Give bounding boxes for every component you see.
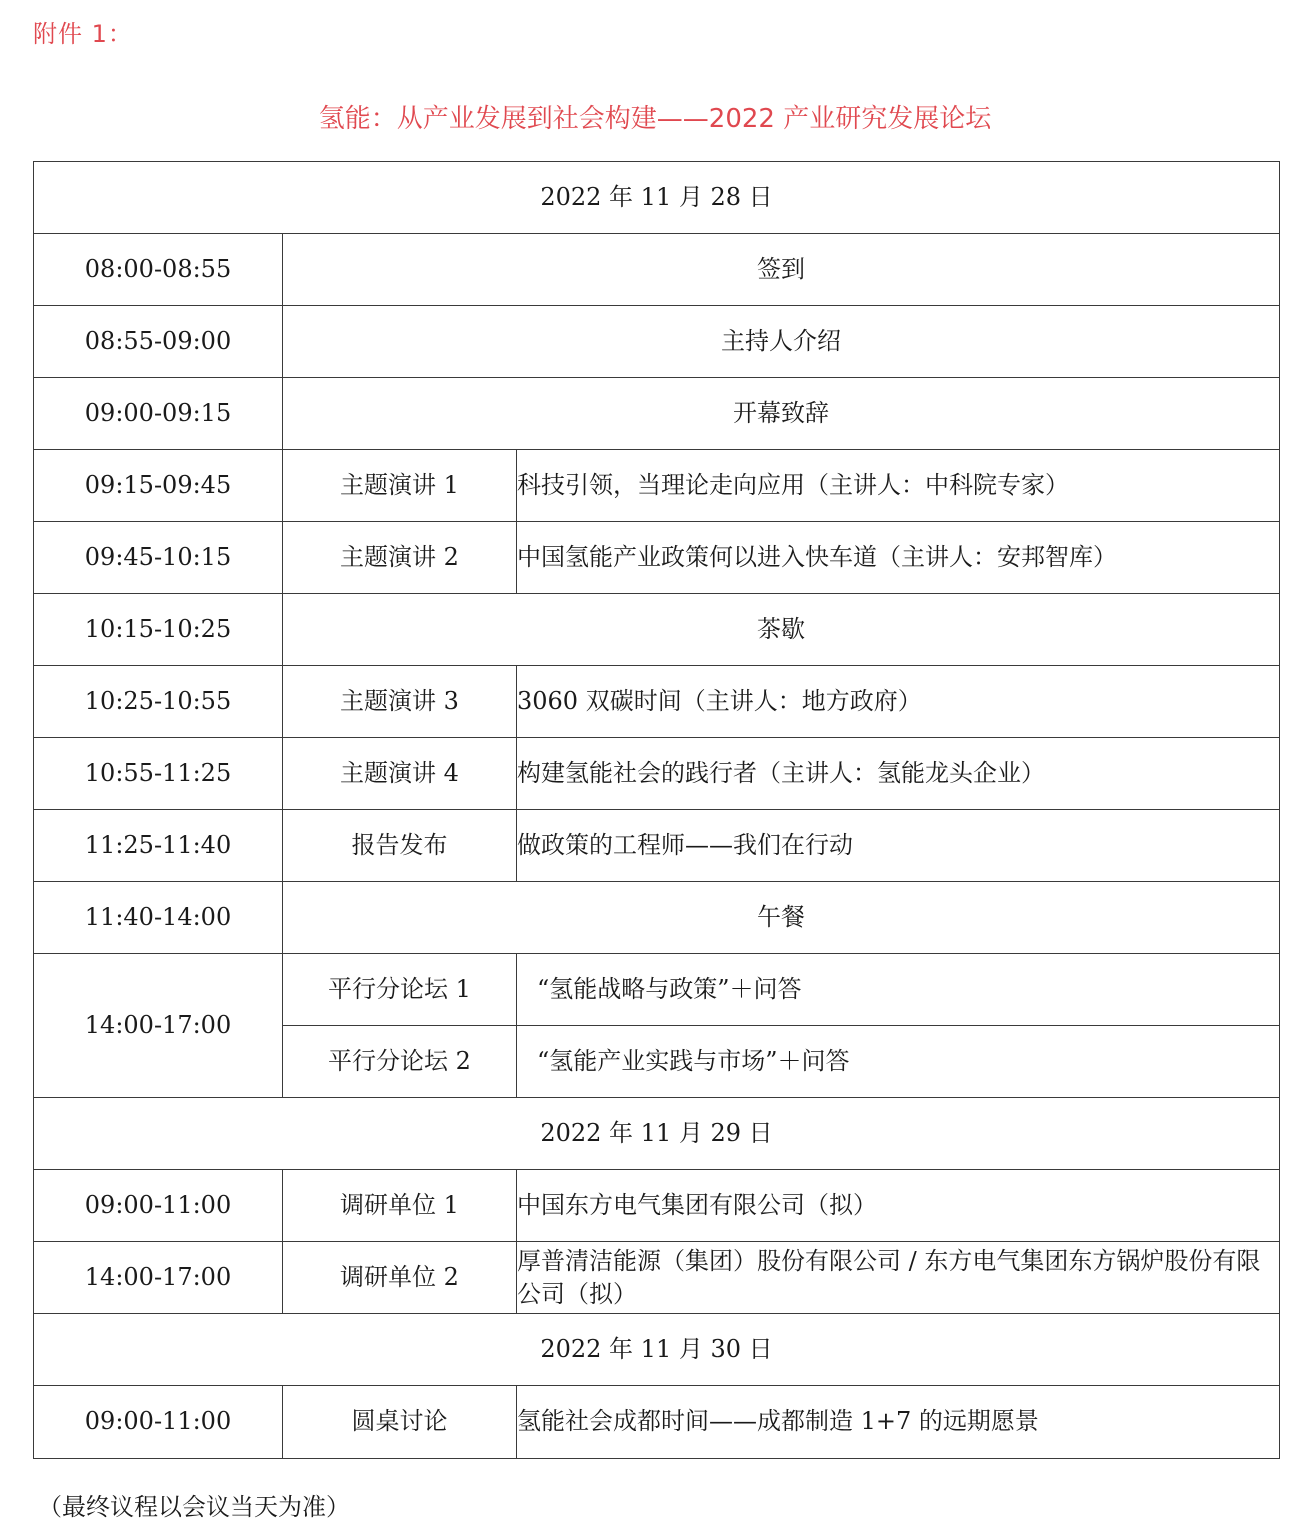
table-row	[34, 450, 1280, 522]
time-cell: 09:15-09:45	[34, 450, 283, 522]
session-content-cell: 构建氢能社会的践行者（主讲人：氢能龙头企业）	[517, 738, 1280, 810]
agenda-table	[33, 161, 1280, 1459]
event-cell: 茶歇	[283, 594, 1280, 666]
session-content-cell: 中国氢能产业政策何以进入快车道（主讲人：安邦智库）	[517, 522, 1280, 594]
session-content-cell: 中国东方电气集团有限公司（拟）	[517, 1170, 1280, 1242]
session-type-cell: 调研单位 1	[283, 1170, 517, 1242]
time-cell: 09:45-10:15	[34, 522, 283, 594]
time-cell: 14:00-17:00	[34, 1242, 283, 1314]
session-type-cell: 主题演讲 2	[283, 522, 517, 594]
day-header-row	[34, 1098, 1280, 1170]
session-type-cell: 平行分论坛 2	[283, 1026, 517, 1098]
table-row	[34, 954, 1280, 1026]
day-date: 2022 年 11 月 29 日	[34, 1098, 1280, 1170]
table-row	[34, 666, 1280, 738]
day-date: 2022 年 11 月 28 日	[34, 162, 1280, 234]
session-content-cell: “氢能战略与政策”＋问答	[517, 954, 1280, 1026]
attachment-label: 附件 1：	[33, 20, 133, 48]
document-title: 氢能：从产业发展到社会构建——2022 产业研究发展论坛	[318, 104, 992, 134]
time-cell: 10:15-10:25	[34, 594, 283, 666]
session-type-cell: 主题演讲 3	[283, 666, 517, 738]
event-cell: 开幕致辞	[283, 378, 1280, 450]
table-row	[34, 1386, 1280, 1459]
time-cell: 09:00-11:00	[34, 1170, 283, 1242]
time-cell: 10:55-11:25	[34, 738, 283, 810]
day-date: 2022 年 11 月 30 日	[34, 1314, 1280, 1386]
table-row	[34, 810, 1280, 882]
footnote: （最终议程以会议当天为准）	[38, 1493, 350, 1521]
time-cell: 11:25-11:40	[34, 810, 283, 882]
day-header-row	[34, 162, 1280, 234]
session-type-cell: 平行分论坛 1	[283, 954, 517, 1026]
time-cell: 08:55-09:00	[34, 306, 283, 378]
session-type-cell: 报告发布	[283, 810, 517, 882]
session-content-cell: 氢能社会成都时间——成都制造 1+7 的远期愿景	[517, 1386, 1280, 1459]
table-row	[34, 738, 1280, 810]
session-type-cell: 圆桌讨论	[283, 1386, 517, 1459]
time-cell: 09:00-09:15	[34, 378, 283, 450]
table-row	[34, 594, 1280, 666]
time-cell: 08:00-08:55	[34, 234, 283, 306]
table-row	[34, 306, 1280, 378]
event-cell: 午餐	[283, 882, 1280, 954]
session-type-cell: 主题演讲 1	[283, 450, 517, 522]
time-cell: 09:00-11:00	[34, 1386, 283, 1459]
time-cell: 10:25-10:55	[34, 666, 283, 738]
time-cell: 11:40-14:00	[34, 882, 283, 954]
table-row	[34, 522, 1280, 594]
session-content-cell: 厚普清洁能源（集团）股份有限公司 / 东方电气集团东方锅炉股份有限公司（拟）	[517, 1242, 1280, 1314]
time-cell: 14:00-17:00	[34, 954, 283, 1098]
session-content-cell: “氢能产业实践与市场”＋问答	[517, 1026, 1280, 1098]
table-row	[34, 378, 1280, 450]
table-row	[34, 1170, 1280, 1242]
session-content-cell: 3060 双碳时间（主讲人：地方政府）	[517, 666, 1280, 738]
event-cell: 主持人介绍	[283, 306, 1280, 378]
event-cell: 签到	[283, 234, 1280, 306]
session-type-cell: 主题演讲 4	[283, 738, 517, 810]
session-content-cell: 科技引领，当理论走向应用（主讲人：中科院专家）	[517, 450, 1280, 522]
session-content-cell: 做政策的工程师——我们在行动	[517, 810, 1280, 882]
table-row	[34, 234, 1280, 306]
session-type-cell: 调研单位 2	[283, 1242, 517, 1314]
day-header-row	[34, 1314, 1280, 1386]
table-row	[34, 1242, 1280, 1314]
table-row	[34, 882, 1280, 954]
